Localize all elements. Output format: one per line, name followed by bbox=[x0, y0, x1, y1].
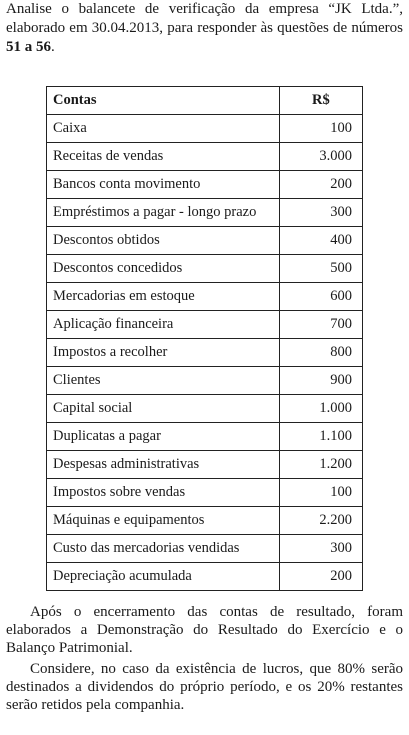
table-row bbox=[47, 227, 363, 255]
account-value: 500 bbox=[279, 255, 362, 283]
table-body bbox=[47, 115, 363, 591]
table-row bbox=[47, 311, 363, 339]
account-value: 400 bbox=[279, 227, 362, 255]
account-name: Máquinas e equipamentos bbox=[47, 507, 280, 535]
table-row bbox=[47, 479, 363, 507]
account-name: Clientes bbox=[47, 367, 280, 395]
account-name: Duplicatas a pagar bbox=[47, 423, 280, 451]
paragraph-encerramento: Após o encerramento das contas de resultado, foram elaborados a Demonstração do Resultado do Exercício e o Balanço Patrimonial. bbox=[6, 604, 403, 656]
account-name: Impostos sobre vendas bbox=[47, 479, 280, 507]
table-row bbox=[47, 171, 363, 199]
account-name: Empréstimos a pagar - longo prazo bbox=[47, 199, 280, 227]
table-header-row bbox=[47, 87, 363, 115]
table-row bbox=[47, 535, 363, 563]
account-value: 1.200 bbox=[279, 451, 362, 479]
account-name: Impostos a recolher bbox=[47, 339, 280, 367]
account-value: 2.200 bbox=[279, 507, 362, 535]
account-name: Bancos conta movimento bbox=[47, 171, 280, 199]
account-name: Descontos obtidos bbox=[47, 227, 280, 255]
table-row bbox=[47, 367, 363, 395]
account-value: 100 bbox=[279, 479, 362, 507]
account-value: 800 bbox=[279, 339, 362, 367]
account-value: 300 bbox=[279, 535, 362, 563]
table-row bbox=[47, 255, 363, 283]
table-row bbox=[47, 507, 363, 535]
account-value: 200 bbox=[279, 171, 362, 199]
header-contas: Contas bbox=[47, 87, 280, 115]
header-valor: R$ bbox=[279, 87, 362, 115]
trial-balance-table bbox=[46, 86, 363, 591]
account-value: 300 bbox=[279, 199, 362, 227]
account-name: Despesas administrativas bbox=[47, 451, 280, 479]
account-name: Custo das mercadorias vendidas bbox=[47, 535, 280, 563]
intro-paragraph bbox=[6, 0, 403, 57]
account-name: Caixa bbox=[47, 115, 280, 143]
account-value: 1.100 bbox=[279, 423, 362, 451]
paragraph-dividendos: Considere, no caso da existência de lucros, que 80% serão destinados a dividendos do próprio período, e os 20% restantes serão retidos pela companhia. bbox=[6, 661, 403, 713]
table-row bbox=[47, 283, 363, 311]
intro-text-after: . bbox=[51, 39, 55, 55]
account-name: Aplicação financeira bbox=[47, 311, 280, 339]
table-row bbox=[47, 451, 363, 479]
account-name: Mercadorias em estoque bbox=[47, 283, 280, 311]
intro-text-before: Analise o balancete de verificação da empresa “JK Ltda.”, elaborado em 30.04.2013, para responder às questões de números bbox=[6, 1, 403, 36]
table-row bbox=[47, 339, 363, 367]
table-row bbox=[47, 395, 363, 423]
account-name: Depreciação acumulada bbox=[47, 563, 280, 591]
account-name: Receitas de vendas bbox=[47, 143, 280, 171]
account-value: 700 bbox=[279, 311, 362, 339]
account-name: Descontos concedidos bbox=[47, 255, 280, 283]
account-value: 3.000 bbox=[279, 143, 362, 171]
table-row bbox=[47, 199, 363, 227]
table-row bbox=[47, 115, 363, 143]
account-value: 100 bbox=[279, 115, 362, 143]
table-row bbox=[47, 143, 363, 171]
intro-question-range: 51 a 56 bbox=[6, 39, 51, 55]
table-row bbox=[47, 563, 363, 591]
account-name: Capital social bbox=[47, 395, 280, 423]
table-row bbox=[47, 423, 363, 451]
account-value: 200 bbox=[279, 563, 362, 591]
account-value: 900 bbox=[279, 367, 362, 395]
account-value: 600 bbox=[279, 283, 362, 311]
account-value: 1.000 bbox=[279, 395, 362, 423]
